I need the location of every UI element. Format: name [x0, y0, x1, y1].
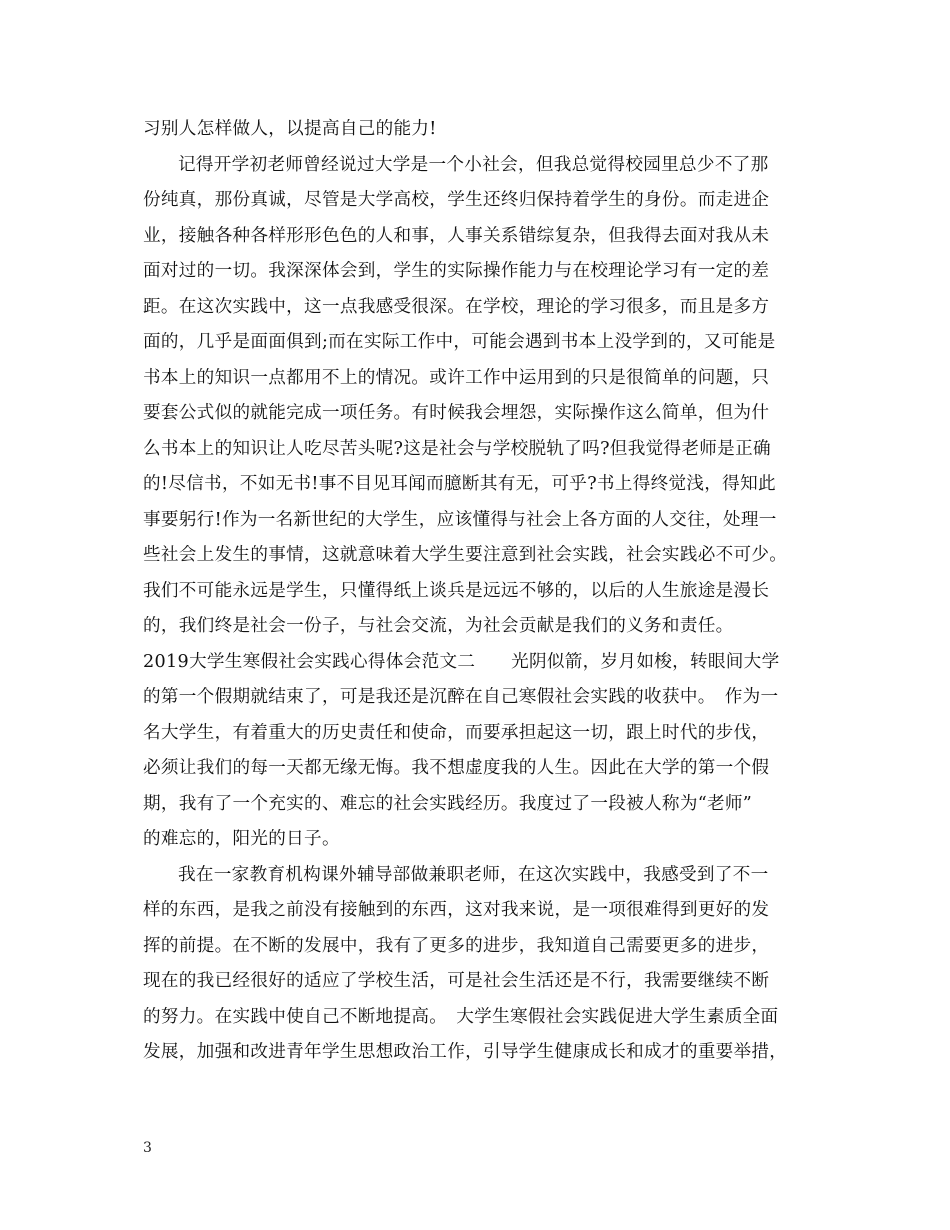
text-line: 期，我有了一个充实的、难忘的社会实践经历。我度过了一段被人称为“老师”: [143, 793, 753, 814]
text-line: 书本上的知识一点都用不上的情况。或许工作中运用到的只是很简单的问题，只: [143, 367, 770, 388]
text-line: 面的，几乎是面面俱到;而在实际工作中，可能会遇到书本上没学到的，又可能是: [143, 332, 776, 352]
page-number: 3: [143, 1140, 152, 1156]
text-line: 事要躬行!作为一名新世纪的大学生，应该懂得与社会上各方面的人交往，处理一: [143, 509, 777, 530]
text-line: 要套公式似的就能完成一项任务。有时候我会埋怨，实际操作这么简单，但为什: [143, 403, 770, 423]
text-line: 我在一家教育机构课外辅导部做兼职老师，在这次实践中，我感受到了不一: [178, 864, 769, 885]
text-line: 的，我们终是社会一份子，与社会交流，为社会贡献是我们的义务和责任。: [143, 616, 734, 636]
body-text: [143, 112, 833, 1071]
text-line: 样的东西，是我之前没有接触到的东西，这对我来说，是一项很难得到更好的发: [143, 900, 770, 920]
text-line: 现在的我已经很好的适应了学校生活，可是社会生活还是不行，我需要继续不断: [143, 971, 770, 991]
text-line: 么书本上的知识让人吃尽苦头呢?这是社会与学校脱轨了吗?但我觉得老师是正确: [143, 438, 771, 459]
text-line: 的难忘的，阳光的日子。: [143, 829, 340, 849]
text-line: 习别人怎样做人，以提高自己的能力!: [143, 119, 437, 139]
text-line: 距。在这次实践中，这一点我感受很深。在学校，理论的学习很多，而且是多方: [143, 296, 770, 317]
paragraph: [143, 112, 833, 148]
text-line: 挥的前提。在不断的发展中，我有了更多的进步，我知道自己需要更多的进步，: [143, 935, 770, 956]
text-line: 我们不可能永远是学生，只懂得纸上谈兵是远远不够的，以后的人生旅途是漫长: [143, 580, 770, 601]
text-line: 的努力。在实践中使自己不断地提高。 大学生寒假社会实践促进大学生素质全面: [143, 1006, 779, 1027]
text-line: 名大学生，有着重大的历史责任和使命，而要承担起这一切，跟上时代的步伐，: [143, 722, 770, 743]
paragraph: [143, 858, 833, 1071]
paragraph: [143, 645, 833, 858]
text-line: 的第一个假期就结束了，可是我还是沉醉在自己寒假社会实践的收获中。 作为一: [143, 687, 779, 707]
text-line: 发展，加强和改进青年学生思想政治工作，引导学生健康成长和成才的重要举措，: [143, 1042, 788, 1062]
text-line: 2019大学生寒假社会实践心得体会范文二 光阴似箭，岁月如梭，转眼间大学: [143, 651, 780, 672]
paragraph: [143, 148, 833, 645]
text-line: 记得开学初老师曾经说过大学是一个小社会，但我总觉得校园里总少不了那: [178, 154, 769, 175]
text-line: 的!尽信书，不如无书!事不目见耳闻而臆断其有无，可乎?书上得终觉浅，得知此: [143, 474, 776, 494]
text-line: 业，接触各种各样形形色色的人和事，人事关系错综复杂，但我得去面对我从未: [143, 225, 770, 246]
text-line: 面对过的一切。我深深体会到，学生的实际操作能力与在校理论学习有一定的差: [143, 261, 770, 281]
text-line: 些社会上发生的事情，这就意味着大学生要注意到社会实践，社会实践必不可少。: [143, 545, 788, 565]
text-line: 份纯真，那份真诚，尽管是大学高校，学生还终归保持着学生的身份。而走进企: [143, 190, 770, 210]
text-line: 必须让我们的每一天都无缘无悔。我不想虚度我的人生。因此在大学的第一个假: [143, 758, 770, 778]
